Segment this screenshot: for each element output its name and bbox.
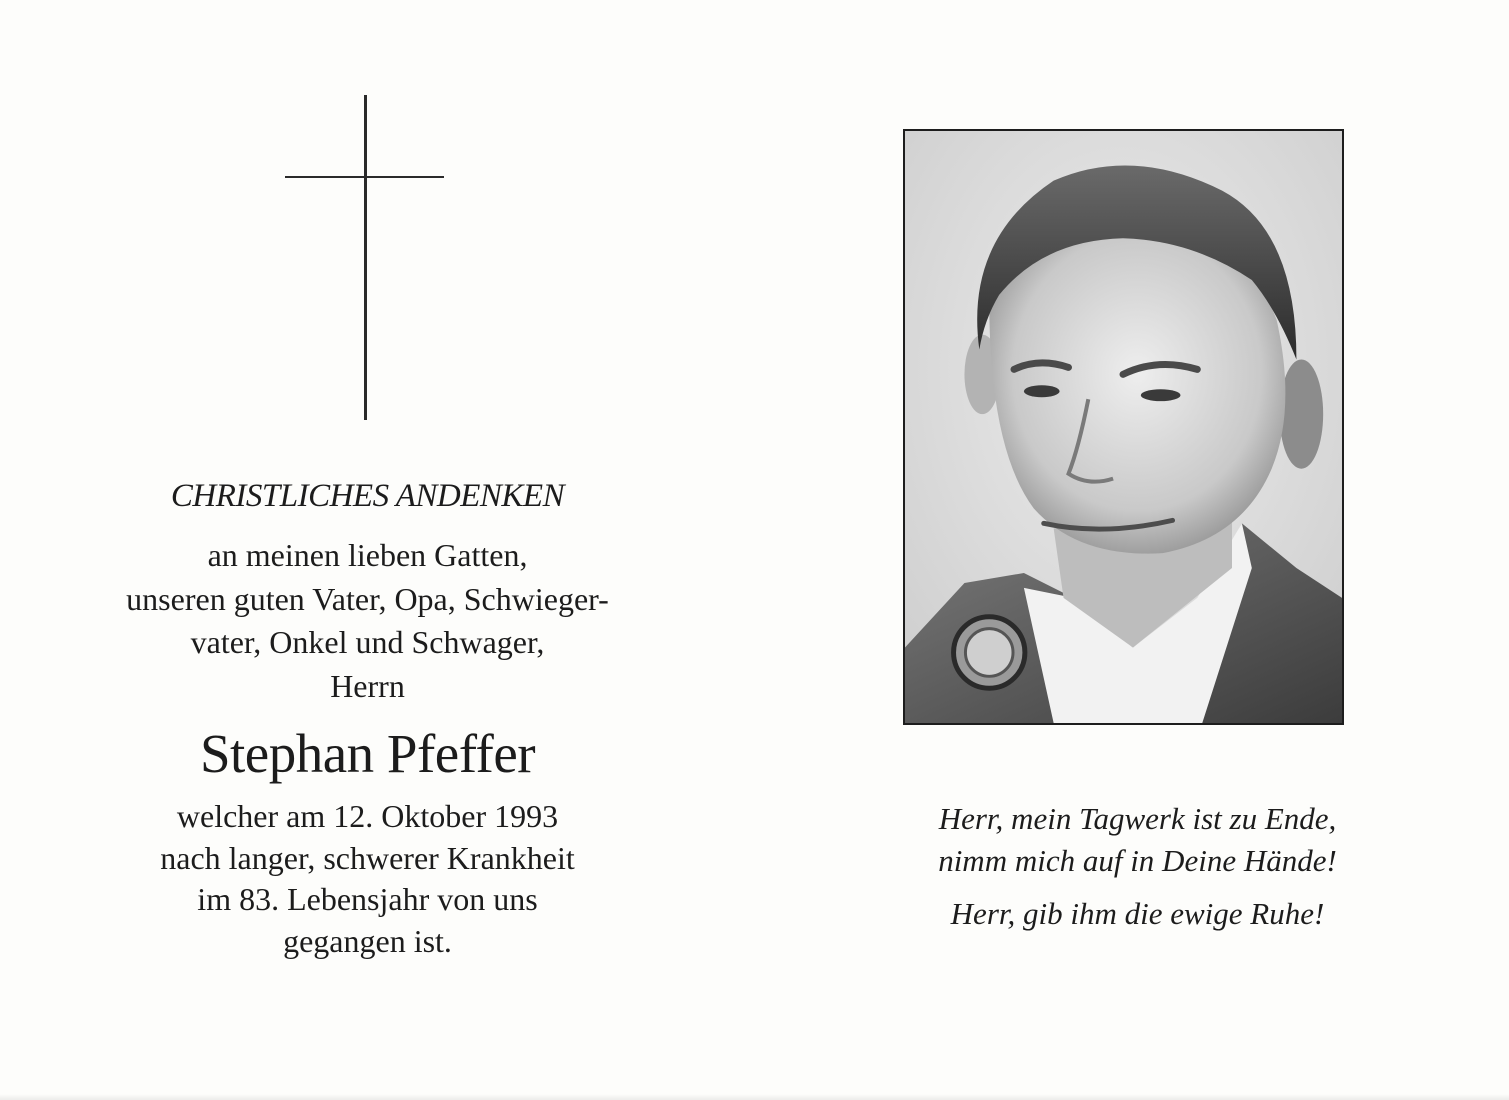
details-line: nach langer, schwerer Krankheit [160,839,575,876]
verse-line: Herr, mein Tagwerk ist zu Ende, [938,801,1337,836]
dedication-text [60,534,675,708]
portrait-image [905,131,1342,723]
dedication-line: unseren guten Vater, Opa, Schwieger- [126,580,609,617]
details-line: im 83. Lebensjahr von uns [197,881,538,917]
card-edge [0,1094,1509,1100]
details-line: gegangen ist. [283,922,452,959]
death-details [60,796,675,962]
dedication-line: an meinen lieben Gatten, [207,537,528,573]
portrait-photo [903,129,1344,725]
dedication-line: vater, Onkel und Schwager, [190,624,545,660]
verse-line: nimm mich auf in Deine Hände! [938,843,1337,878]
details-line: welcher am 12. Oktober 1993 [176,798,559,834]
deceased-name: Stephan Pfeffer [199,723,536,784]
memorial-heading: CHRISTLICHES ANDENKEN [170,478,565,514]
dedication-line: Herrn [330,667,405,704]
verse-text [860,798,1415,882]
prayer-text: Herr, gib ihm die ewige Ruhe! [950,896,1325,931]
cross-vertical-bar [364,95,367,420]
cross-horizontal-bar [285,176,444,178]
